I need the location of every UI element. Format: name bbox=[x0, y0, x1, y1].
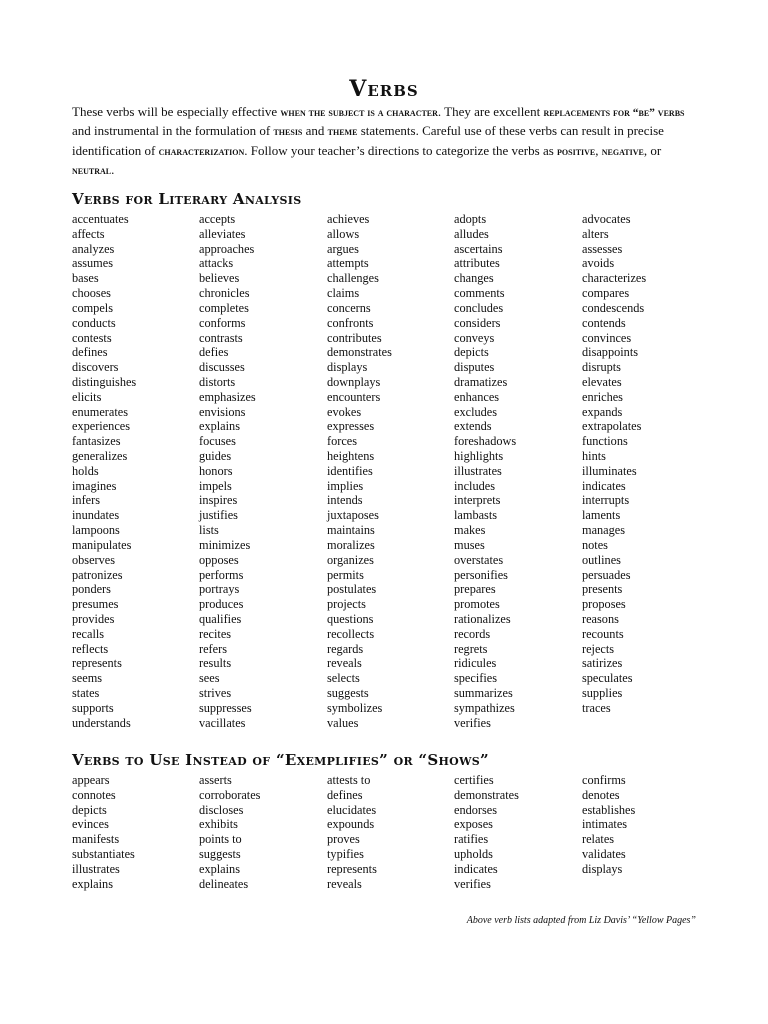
verb-item: alludes bbox=[454, 226, 489, 241]
verb-item: confronts bbox=[327, 315, 374, 330]
verb-column bbox=[199, 773, 260, 892]
verb-item: speculates bbox=[582, 671, 633, 686]
verb-item: contests bbox=[72, 330, 112, 345]
intro-text: and instrumental in the formulation of bbox=[72, 123, 274, 139]
verb-item: enhances bbox=[454, 389, 500, 404]
verb-item: patronizes bbox=[72, 567, 123, 582]
verb-item: appears bbox=[72, 773, 110, 787]
verb-item: disappoints bbox=[582, 345, 639, 360]
verb-item: concludes bbox=[454, 300, 504, 315]
verb-item: indicates bbox=[582, 478, 626, 493]
verb-item: expounds bbox=[327, 817, 375, 832]
verb-item: presumes bbox=[72, 597, 119, 612]
verb-item: impels bbox=[199, 478, 232, 493]
verb-column bbox=[454, 212, 516, 730]
verb-item: attempts bbox=[327, 256, 369, 271]
intro-emphasis: replacements for “be” verbs bbox=[543, 107, 685, 119]
verb-item: alters bbox=[582, 226, 609, 241]
verb-item: alleviates bbox=[199, 226, 246, 241]
verb-item: connotes bbox=[72, 787, 116, 802]
verb-item: attests to bbox=[327, 773, 371, 787]
verb-item: confirms bbox=[582, 773, 626, 787]
verb-item: evokes bbox=[327, 404, 362, 419]
verb-item: typifies bbox=[327, 847, 364, 862]
verb-item: compares bbox=[582, 286, 630, 301]
verb-item: guides bbox=[199, 449, 232, 463]
verb-item: recites bbox=[199, 626, 232, 641]
verb-item: compels bbox=[72, 300, 113, 315]
verb-item: organizes bbox=[327, 552, 374, 567]
verb-item: supports bbox=[72, 700, 114, 715]
verb-item: recounts bbox=[582, 626, 624, 641]
verb-item: enumerates bbox=[72, 404, 128, 419]
verb-item: personifies bbox=[454, 567, 508, 582]
verb-item: supplies bbox=[582, 686, 623, 700]
verb-item: envisions bbox=[199, 404, 246, 419]
verb-item: minimizes bbox=[199, 537, 251, 552]
verb-item: contends bbox=[582, 315, 626, 330]
intro-text: , bbox=[595, 142, 602, 158]
verb-item: displays bbox=[327, 360, 368, 375]
verb-item: focuses bbox=[199, 434, 236, 449]
verb-item: includes bbox=[454, 478, 495, 493]
verb-item: manifests bbox=[72, 832, 120, 847]
verb-item: laments bbox=[582, 508, 621, 523]
verb-item: allows bbox=[327, 226, 360, 241]
verb-item: forces bbox=[327, 434, 358, 449]
verb-item: proposes bbox=[582, 597, 626, 612]
verb-item: records bbox=[454, 626, 491, 641]
verb-item: excludes bbox=[454, 404, 498, 419]
verb-item: selects bbox=[327, 671, 360, 686]
verb-item: reveals bbox=[327, 656, 362, 671]
verb-item: illustrates bbox=[454, 463, 502, 478]
verb-column bbox=[582, 773, 635, 877]
verb-item: analyzes bbox=[72, 241, 115, 256]
verb-item: suggests bbox=[327, 686, 369, 700]
verb-item: changes bbox=[454, 271, 494, 286]
verb-item: reveals bbox=[327, 876, 362, 891]
verb-item: displays bbox=[582, 861, 623, 876]
verb-item: condescends bbox=[582, 300, 645, 315]
page-title: Verbs bbox=[349, 76, 419, 102]
verb-item: represents bbox=[72, 656, 122, 671]
verb-item: makes bbox=[454, 523, 486, 538]
verb-item: challenges bbox=[327, 271, 379, 286]
verb-item: satirizes bbox=[582, 656, 623, 671]
verb-item: validates bbox=[582, 847, 626, 862]
intro-text: , or bbox=[643, 142, 662, 158]
verb-item: results bbox=[199, 656, 232, 671]
intro-text: and bbox=[302, 123, 328, 139]
verb-item: discloses bbox=[199, 802, 244, 817]
verb-item: dramatizes bbox=[454, 374, 508, 389]
verb-item: establishes bbox=[582, 802, 636, 817]
verb-item: muses bbox=[454, 537, 485, 552]
verb-item: discusses bbox=[199, 360, 245, 375]
verb-item: depicts bbox=[454, 345, 489, 360]
verb-item: recollects bbox=[327, 626, 375, 641]
verb-item: accepts bbox=[199, 212, 236, 226]
verb-item: values bbox=[327, 715, 359, 730]
verb-item: permits bbox=[327, 567, 364, 582]
intro-emphasis: characterization bbox=[158, 145, 245, 158]
verb-item: upholds bbox=[454, 847, 493, 862]
verb-item: chooses bbox=[72, 286, 111, 301]
intro-emphasis: when the subject is a character bbox=[280, 107, 438, 119]
verb-item: illustrates bbox=[72, 861, 120, 876]
verb-item: completes bbox=[199, 300, 249, 315]
verb-item: specifies bbox=[454, 671, 498, 686]
section-heading-literary-analysis: Verbs for Literary Analysis bbox=[72, 190, 302, 208]
verb-item: expands bbox=[582, 404, 623, 419]
intro-emphasis: theme bbox=[327, 126, 358, 139]
verb-item: characterizes bbox=[582, 271, 647, 286]
verb-item: foreshadows bbox=[454, 434, 517, 449]
source-note: Above verb lists adapted from Liz Davis’ “Yellow Pages” bbox=[466, 915, 696, 926]
verb-item: attacks bbox=[199, 256, 234, 271]
verb-item: manages bbox=[582, 523, 626, 538]
verb-item: explains bbox=[199, 419, 240, 434]
verb-item: highlights bbox=[454, 449, 504, 463]
verb-item: accentuates bbox=[72, 212, 129, 226]
verb-item: observes bbox=[72, 552, 116, 567]
verb-item: affects bbox=[72, 226, 105, 241]
verb-item: identifies bbox=[327, 463, 373, 478]
verb-item: heightens bbox=[327, 449, 375, 463]
verb-item: intends bbox=[327, 493, 363, 508]
verb-item: traces bbox=[582, 700, 611, 715]
verb-item: persuades bbox=[582, 567, 631, 582]
verb-item: believes bbox=[199, 271, 240, 286]
verb-item: distinguishes bbox=[72, 374, 137, 389]
verb-item: sees bbox=[199, 671, 220, 686]
verb-item: projects bbox=[327, 597, 366, 612]
verb-item: corroborates bbox=[199, 787, 261, 802]
verb-item: suggests bbox=[199, 847, 241, 862]
verb-item: regards bbox=[327, 641, 364, 656]
verb-item: proves bbox=[327, 832, 360, 847]
verb-item: fantasizes bbox=[72, 434, 121, 449]
verb-item: exposes bbox=[454, 817, 493, 832]
verb-item: evinces bbox=[72, 817, 109, 832]
verb-item: suppresses bbox=[199, 700, 252, 715]
verb-item: explains bbox=[72, 876, 113, 891]
verb-item: outlines bbox=[582, 552, 621, 567]
verb-item: regrets bbox=[454, 641, 488, 656]
intro-emphasis: thesis bbox=[273, 126, 303, 139]
verb-item: convinces bbox=[582, 330, 632, 345]
verb-item: elevates bbox=[582, 374, 622, 389]
verb-item: provides bbox=[72, 611, 115, 626]
verb-item: considers bbox=[454, 315, 501, 330]
verb-item: reasons bbox=[582, 611, 619, 626]
verb-item: reflects bbox=[72, 641, 109, 656]
verb-item: rationalizes bbox=[454, 611, 511, 626]
verb-item: explains bbox=[199, 861, 240, 876]
verb-item: emphasizes bbox=[199, 389, 256, 404]
verb-item: attributes bbox=[454, 256, 500, 271]
verb-item: assesses bbox=[582, 241, 623, 256]
verb-item: adopts bbox=[454, 212, 487, 226]
verb-item: expresses bbox=[327, 419, 375, 434]
verb-item: holds bbox=[72, 463, 99, 478]
verb-column bbox=[72, 773, 135, 892]
intro-text: . Follow your teacher’s directions to categorize the verbs as bbox=[244, 142, 558, 158]
verb-item: chronicles bbox=[199, 286, 250, 301]
verb-item: claims bbox=[327, 286, 360, 301]
intro-paragraph bbox=[72, 103, 702, 181]
verb-item: generalizes bbox=[72, 449, 128, 463]
verb-item: questions bbox=[327, 611, 374, 626]
verb-column bbox=[582, 212, 646, 716]
verb-item: presents bbox=[582, 582, 623, 597]
verb-item: honors bbox=[199, 463, 233, 478]
verb-item: justifies bbox=[199, 508, 238, 523]
verb-item: substantiates bbox=[72, 847, 135, 862]
verb-item: summarizes bbox=[454, 686, 513, 700]
intro-emphasis: positive bbox=[557, 145, 596, 158]
verb-item: depicts bbox=[72, 802, 107, 817]
verb-item: imagines bbox=[72, 478, 117, 493]
verb-column bbox=[327, 773, 377, 892]
verb-item: denotes bbox=[582, 787, 620, 802]
verb-item: lambasts bbox=[454, 508, 498, 523]
verb-item: defies bbox=[199, 345, 229, 360]
verb-item: maintains bbox=[327, 523, 375, 538]
verb-item: encounters bbox=[327, 389, 381, 404]
verb-item: represents bbox=[327, 861, 377, 876]
verb-item: lists bbox=[199, 523, 219, 538]
verb-item: relates bbox=[582, 832, 615, 847]
verb-item: lampoons bbox=[72, 523, 120, 538]
verb-item: inundates bbox=[72, 508, 120, 523]
verb-item: ridicules bbox=[454, 656, 497, 671]
verb-item: notes bbox=[582, 537, 608, 552]
verb-item: inspires bbox=[199, 493, 238, 508]
verb-item: distorts bbox=[199, 374, 236, 389]
intro-text: statements. Careful use of these verbs can result in precise identification of bbox=[72, 123, 664, 158]
verb-item: advocates bbox=[582, 212, 631, 226]
verb-item: strives bbox=[199, 686, 232, 700]
verb-item: contributes bbox=[327, 330, 382, 345]
verb-column bbox=[72, 212, 136, 730]
verb-item: sympathizes bbox=[454, 700, 515, 715]
verb-item: conducts bbox=[72, 315, 116, 330]
section-heading-instead-of-shows: Verbs to Use Instead of “Exemplifies” or “Shows” bbox=[72, 751, 489, 769]
verb-item: performs bbox=[199, 567, 244, 582]
verb-item: indicates bbox=[454, 861, 498, 876]
verb-item: certifies bbox=[454, 773, 494, 787]
verb-item: comments bbox=[454, 286, 505, 301]
verb-item: downplays bbox=[327, 374, 381, 389]
verb-item: disputes bbox=[454, 360, 495, 375]
verb-item: moralizes bbox=[327, 537, 375, 552]
verb-item: experiences bbox=[72, 419, 131, 434]
verb-item: demonstrates bbox=[327, 345, 392, 360]
verb-item: vacillates bbox=[199, 715, 246, 730]
intro-text: . bbox=[111, 162, 115, 178]
verb-item: interrupts bbox=[582, 493, 630, 508]
verb-item: promotes bbox=[454, 597, 500, 612]
verb-item: opposes bbox=[199, 552, 239, 567]
verb-item: implies bbox=[327, 478, 364, 493]
verb-item: states bbox=[72, 686, 100, 700]
verb-item: asserts bbox=[199, 773, 232, 787]
verb-item: contrasts bbox=[199, 330, 243, 345]
verb-item: intimates bbox=[582, 817, 628, 832]
verb-item: recalls bbox=[72, 626, 105, 641]
verb-item: symbolizes bbox=[327, 700, 383, 715]
verb-item: argues bbox=[327, 241, 359, 256]
verb-item: conveys bbox=[454, 330, 495, 345]
verb-item: overstates bbox=[454, 552, 504, 567]
intro-text: . They are excellent bbox=[437, 104, 544, 119]
verb-item: defines bbox=[327, 787, 363, 802]
verb-item: rejects bbox=[582, 641, 615, 656]
verb-column bbox=[199, 212, 256, 730]
verb-item: ratifies bbox=[454, 832, 489, 847]
verb-item: infers bbox=[72, 493, 100, 508]
verb-column bbox=[327, 212, 392, 730]
verb-item: achieves bbox=[327, 212, 370, 226]
verb-item: approaches bbox=[199, 241, 255, 256]
verb-item: elucidates bbox=[327, 802, 377, 817]
verb-item: concerns bbox=[327, 300, 371, 315]
verb-item: delineates bbox=[199, 876, 249, 891]
verb-item: refers bbox=[199, 641, 227, 656]
verb-item: defines bbox=[72, 345, 108, 360]
verb-item: avoids bbox=[582, 256, 615, 271]
verb-item: bases bbox=[72, 271, 99, 286]
verb-item: understands bbox=[72, 715, 131, 730]
verb-item: assumes bbox=[72, 256, 113, 271]
verb-item: verifies bbox=[454, 876, 491, 891]
verb-item: qualifies bbox=[199, 611, 242, 626]
intro-emphasis: negative bbox=[601, 145, 644, 158]
verb-item: conforms bbox=[199, 315, 246, 330]
verb-item: functions bbox=[582, 434, 628, 449]
verb-item: elicits bbox=[72, 389, 102, 404]
verb-item: points to bbox=[199, 832, 242, 847]
verb-item: ascertains bbox=[454, 241, 503, 256]
intro-text: These verbs will be especially effective bbox=[72, 104, 281, 119]
verb-column bbox=[454, 773, 519, 892]
verb-item: extends bbox=[454, 419, 492, 434]
verb-item: interprets bbox=[454, 493, 501, 508]
verb-item: juxtaposes bbox=[327, 508, 379, 523]
verb-item: prepares bbox=[454, 582, 496, 597]
intro-emphasis: neutral bbox=[72, 165, 112, 178]
verb-item: manipulates bbox=[72, 537, 132, 552]
verb-item: demonstrates bbox=[454, 787, 519, 802]
verb-item: produces bbox=[199, 597, 244, 612]
verb-item: postulates bbox=[327, 582, 377, 597]
verb-item: portrays bbox=[199, 582, 240, 597]
verb-item: extrapolates bbox=[582, 419, 642, 434]
verb-item: seems bbox=[72, 671, 103, 686]
verb-item: ponders bbox=[72, 582, 111, 597]
verb-item: hints bbox=[582, 449, 606, 463]
verb-item: verifies bbox=[454, 715, 491, 730]
verb-item: illuminates bbox=[582, 463, 637, 478]
verb-item: enriches bbox=[582, 389, 623, 404]
verb-item: discovers bbox=[72, 360, 119, 375]
verb-item: exhibits bbox=[199, 817, 238, 832]
verb-item: endorses bbox=[454, 802, 498, 817]
verb-item: disrupts bbox=[582, 360, 621, 375]
